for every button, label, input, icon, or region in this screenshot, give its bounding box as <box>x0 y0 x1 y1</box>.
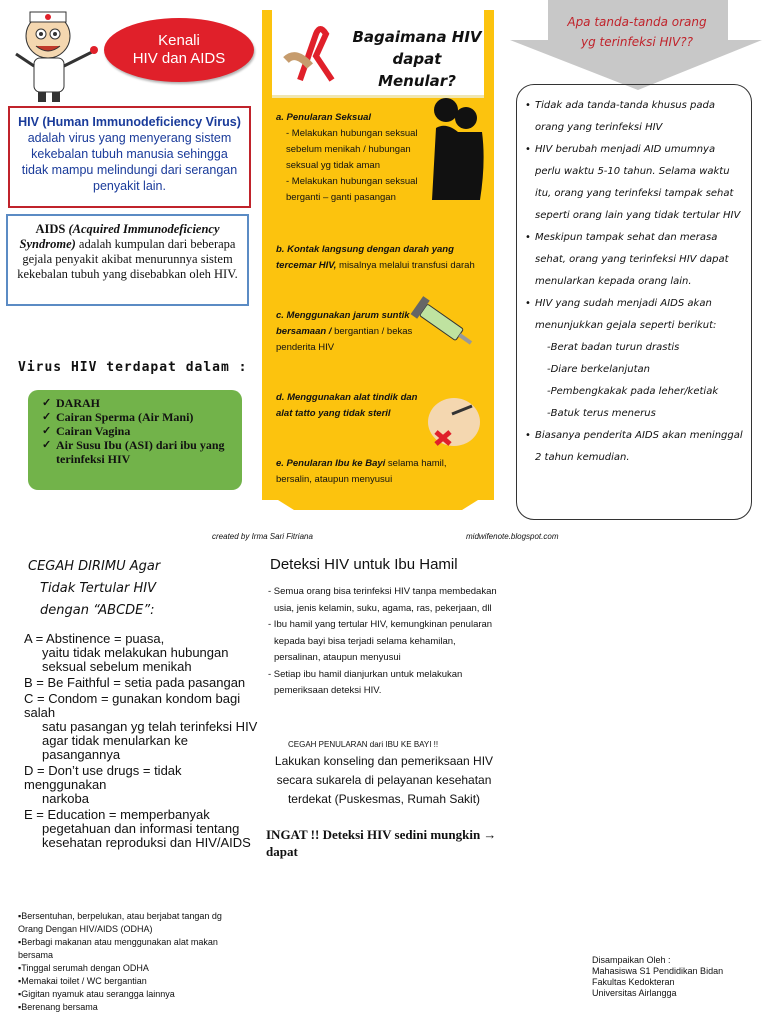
detection-title: Deteksi HIV untuk Ibu Hamil <box>270 556 458 573</box>
list-item: ▪ Gigitan nyamuk atau serangga lainnya <box>18 988 238 1001</box>
transmission-item-e-title: e. Penularan Ibu ke Bayi <box>276 458 386 469</box>
list-item: -Diare berkelanjutan <box>547 364 650 375</box>
transmission-item-d <box>276 390 426 422</box>
symptoms-box <box>516 84 752 520</box>
aids-term-expansion: (Acquired Immunodeficiency Syndrome) <box>19 222 220 251</box>
detection-list <box>266 584 498 700</box>
transmission-item-a-text: - Melakukan hubungan seksual sebelum menikah / hubungan seksual yg tidak aman - Melakukan hubungan seksual berganti – ganti pasangan <box>286 128 418 203</box>
transmission-item-e <box>276 456 476 488</box>
transmission-panel <box>262 10 494 500</box>
abcde-item-d-rest: narkoba <box>42 791 89 806</box>
presented-by-line-3: Fakultas Kedokteran <box>592 977 675 987</box>
transmission-item-b <box>276 242 476 274</box>
symptoms-heading-line-2: yg terinfeksi HIV?? <box>581 35 693 49</box>
transmission-item-b-text: misalnya melalui transfusi darah <box>336 260 475 271</box>
list-item: ✓ Cairan Sperma (Air Mani) <box>42 410 232 424</box>
transmission-banner <box>272 10 484 98</box>
list-item: -Berat badan turun drastis <box>547 342 680 353</box>
list-item: -Batuk terus menerus <box>547 408 656 419</box>
abcde-title-line-3: dengan “ABCDE”: <box>40 603 155 618</box>
hiv-definition-box <box>8 106 251 208</box>
presented-by <box>592 955 723 999</box>
list-item: - Ibu hamil yang tertular HIV, kemungkinan penularan kepada bayi bisa terjadi selama kehamilan, persalinan, ataupun menyusui <box>268 619 493 663</box>
abcde-item-e-rest: pegetahuan dan informasi tentang kesehatan reproduksi dan HIV/AIDS <box>42 821 251 850</box>
not-transmitted-list <box>18 910 238 1014</box>
transmission-title <box>352 26 482 92</box>
presented-by-line-4: Universitas Airlangga <box>592 988 677 998</box>
list-item: ▪ Berbagi makanan atau menggunakan alat makan bersama <box>18 936 238 962</box>
abcde-item-e-head: E = Education = memperbanyak <box>24 807 210 822</box>
aids-term: AIDS <box>35 222 66 236</box>
list-item: ✓ DARAH <box>42 396 232 410</box>
credit-author: created by Irma Sari Fitriana <box>212 532 313 541</box>
list-item: ✓ Air Susu Ibu (ASI) dari ibu yang terinfeksi HIV <box>42 438 232 466</box>
list-item: • Meskipun tampak sehat dan merasa sehat, orang yang terinfeksi HIV dapat menularkan kepada orang lain. <box>535 227 743 293</box>
list-item: - Semua orang bisa terinfeksi HIV tanpa membedakan usia, jenis kelamin, suku, agama, ras, pekerjaan, dll <box>268 586 497 614</box>
abcde-title-line-1: CEGAH DIRIMU Agar <box>28 559 161 574</box>
abcde-list <box>24 632 264 852</box>
transmission-item-c-text: bergantian / bekas penderita HIV <box>276 326 413 353</box>
abcde-item-b-head: B = Be Faithful = setia pada pasangan <box>24 675 246 690</box>
abcde-item-a-head: A = Abstinence = puasa, <box>24 631 165 646</box>
transmission-item-c <box>276 308 426 356</box>
transmission-item-b-title: b. Kontak langsung dengan darah yang tercemar HIV, <box>276 244 454 271</box>
list-item: - Setiap ibu hamil dianjurkan untuk melakukan pemeriksaan deteksi HIV. <box>268 668 463 696</box>
list-item: ▪ Bersentuhan, berpelukan, atau berjabat tangan dg Orang Dengan HIV/AIDS (ODHA) <box>18 910 238 936</box>
aids-definition-text: adalah kumpulan dari beberapa gejala penyakit akibat menurunnya sistem kekebalan tubuh yang disebabkan oleh HIV. <box>17 237 238 281</box>
prevention-heading: CEGAH PENULARAN dari IBU KE BAYI !! <box>288 740 439 749</box>
panel-bottom-arrow <box>262 490 494 510</box>
transmission-title-line-2: dapat Menular? <box>378 50 456 90</box>
red-ribbon-icon <box>280 20 344 84</box>
list-item: -Pembengkakak pada leher/ketiak <box>547 386 719 397</box>
abcde-item-e <box>24 808 264 850</box>
abcde-item-b <box>24 676 264 690</box>
hiv-definition-text: adalah virus yang menyerang sistem kekebalan tubuh manusia sehingga tidak mampu melindungi dari serangan penyakit lain. <box>21 131 238 193</box>
abcde-item-c-head: C = Condom = gunakan kondom bagi salah <box>24 691 241 720</box>
list-item: ✓ Cairan Vagina <box>42 424 232 438</box>
list-item: • Tidak ada tanda-tanda khusus pada orang yang terinfeksi HIV <box>535 95 743 139</box>
abcde-title-line-2: Tidak Tertular HIV <box>40 581 157 596</box>
hiv-term: HIV (Human Immunodeficiency Virus) <box>18 115 241 129</box>
transmission-title-line-1: Bagaimana HIV <box>352 28 482 46</box>
transmission-item-d-title: d. Menggunakan alat tindik dan alat tatto yang tidak steril <box>276 392 418 419</box>
abcde-title <box>28 556 228 622</box>
symptoms-heading <box>548 12 726 52</box>
transmission-item-a-title: a. Penularan Seksual <box>276 112 372 123</box>
list-item: ▪ Berenang bersama <box>18 1001 238 1014</box>
presented-by-line-1: Disampaikan Oleh : <box>592 955 671 965</box>
list-item: ▪ Tinggal serumah dengan ODHA <box>18 962 238 975</box>
abcde-item-c <box>24 692 264 762</box>
tattoo-icon <box>422 394 482 450</box>
credit-website: midwifenote.blogspot.com <box>466 532 559 541</box>
symptoms-heading-line-1: Apa tanda-tanda orang <box>567 15 707 29</box>
title-bubble <box>104 18 254 82</box>
transmission-item-a <box>276 110 476 206</box>
list-item: • HIV yang sudah menjadi AIDS akan menunjukkan gejala seperti berikut: <box>535 293 743 337</box>
prevention-text: Lakukan konseling dan pemeriksaan HIV secara sukarela di pelayanan kesehatan terdekat (Puskesmas, Rumah Sakit) <box>274 754 494 806</box>
list-item: ▪ Memakai toilet / WC bergantian <box>18 975 238 988</box>
abcde-item-a <box>24 632 264 674</box>
abcde-item-d-head: D = Don’t use drugs = tidak menggunakan <box>24 763 182 792</box>
reminder-text: INGAT !! Deteksi HIV sedini mungkin → dapat <box>266 827 497 859</box>
list-item: • HIV berubah menjadi AID umumnya perlu waktu 5-10 tahun. Selama waktu itu, orang yang terinfeksi tampak sehat seperti orang lain yang tidak tertular HIV <box>535 139 743 227</box>
transmission-item-c-title: c. Menggunakan jarum suntik bersamaan / <box>276 310 410 337</box>
abcde-item-d <box>24 764 264 806</box>
title-line-1: Kenali <box>158 32 200 49</box>
doctor-cartoon <box>8 6 100 106</box>
transmission-item-e-text: selama hamil, bersalin, ataupun menyusui <box>276 458 447 485</box>
virus-location-box <box>28 390 242 490</box>
abcde-item-a-rest: yaitu tidak melakukan hubungan seksual sebelum menikah <box>42 645 229 674</box>
title-line-2: HIV dan AIDS <box>132 50 226 67</box>
virus-location-heading: Virus HIV terdapat dalam : <box>18 360 248 375</box>
list-item: • Biasanya penderita AIDS akan meninggal 2 tahun kemudian. <box>535 425 743 469</box>
abcde-item-c-rest: satu pasangan yg telah terinfeksi HIV agar tidak menularkan ke pasangannya <box>42 719 258 762</box>
aids-definition-box <box>6 214 249 306</box>
presented-by-line-2: Mahasiswa S1 Pendidikan Bidan <box>592 966 724 976</box>
